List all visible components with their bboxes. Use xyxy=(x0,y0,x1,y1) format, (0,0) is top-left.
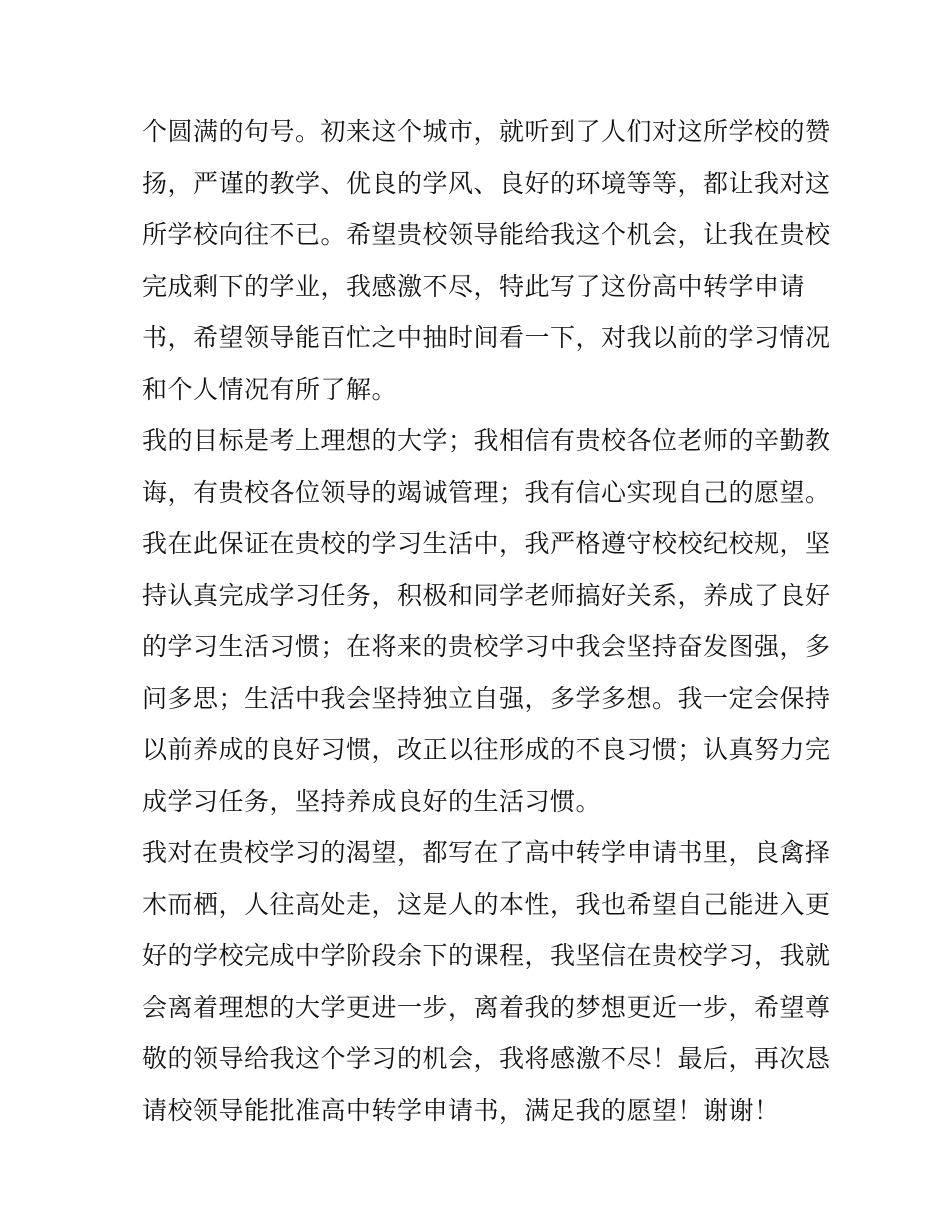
text-line: 以前养成的良好习惯，改正以往形成的不良习惯；认真努力完 xyxy=(142,735,831,764)
text-line: 所学校向往不已。希望贵校领导能给我这个机会，让我在贵校 xyxy=(142,220,831,249)
text-line: 好的学校完成中学阶段余下的课程，我坚信在贵校学习，我就 xyxy=(142,941,831,970)
text-line: 我在此保证在贵校的学习生活中，我严格遵守校校纪校规，坚 xyxy=(142,529,831,558)
text-line: 问多思；生活中我会坚持独立自强，多学多想。我一定会保持 xyxy=(142,683,831,713)
letter-body xyxy=(142,106,831,1136)
text-line: 成学习任务，坚持养成良好的生活习惯。 xyxy=(142,786,602,816)
text-line: 我对在贵校学习的渴望，都写在了高中转学申请书里，良禽择 xyxy=(142,838,831,867)
text-line: 诲，有贵校各位领导的竭诚管理；我有信心实现自己的愿望。 xyxy=(142,477,831,507)
text-line: 敬的领导给我这个学习的机会，我将感激不尽！最后，再次恳 xyxy=(142,1044,831,1073)
text-line: 持认真完成学习任务，积极和同学老师搞好关系，养成了良好 xyxy=(142,580,831,610)
text-line: 请校领导能批准高中转学申请书，满足我的愿望！谢谢！ xyxy=(142,1095,780,1125)
text-line: 的学习生活习惯；在将来的贵校学习中我会坚持奋发图强，多 xyxy=(142,632,831,661)
text-line: 我的目标是考上理想的大学；我相信有贵校各位老师的辛勤教 xyxy=(142,426,831,455)
text-line: 完成剩下的学业，我感激不尽，特此写了这份高中转学申请 xyxy=(142,271,806,301)
text-line: 和个人情况有所了解。 xyxy=(142,374,398,404)
text-line: 书，希望领导能百忙之中抽时间看一下，对我以前的学习情况 xyxy=(142,323,831,352)
text-line: 会离着理想的大学更进一步，离着我的梦想更近一步，希望尊 xyxy=(142,992,831,1022)
text-line: 扬，严谨的教学、优良的学风、良好的环境等等，都让我对这 xyxy=(142,168,831,198)
text-line: 个圆满的句号。初来这个城市，就听到了人们对这所学校的赞 xyxy=(142,117,831,146)
text-line: 木而栖，人往高处走，这是人的本性，我也希望自己能进入更 xyxy=(142,889,831,919)
